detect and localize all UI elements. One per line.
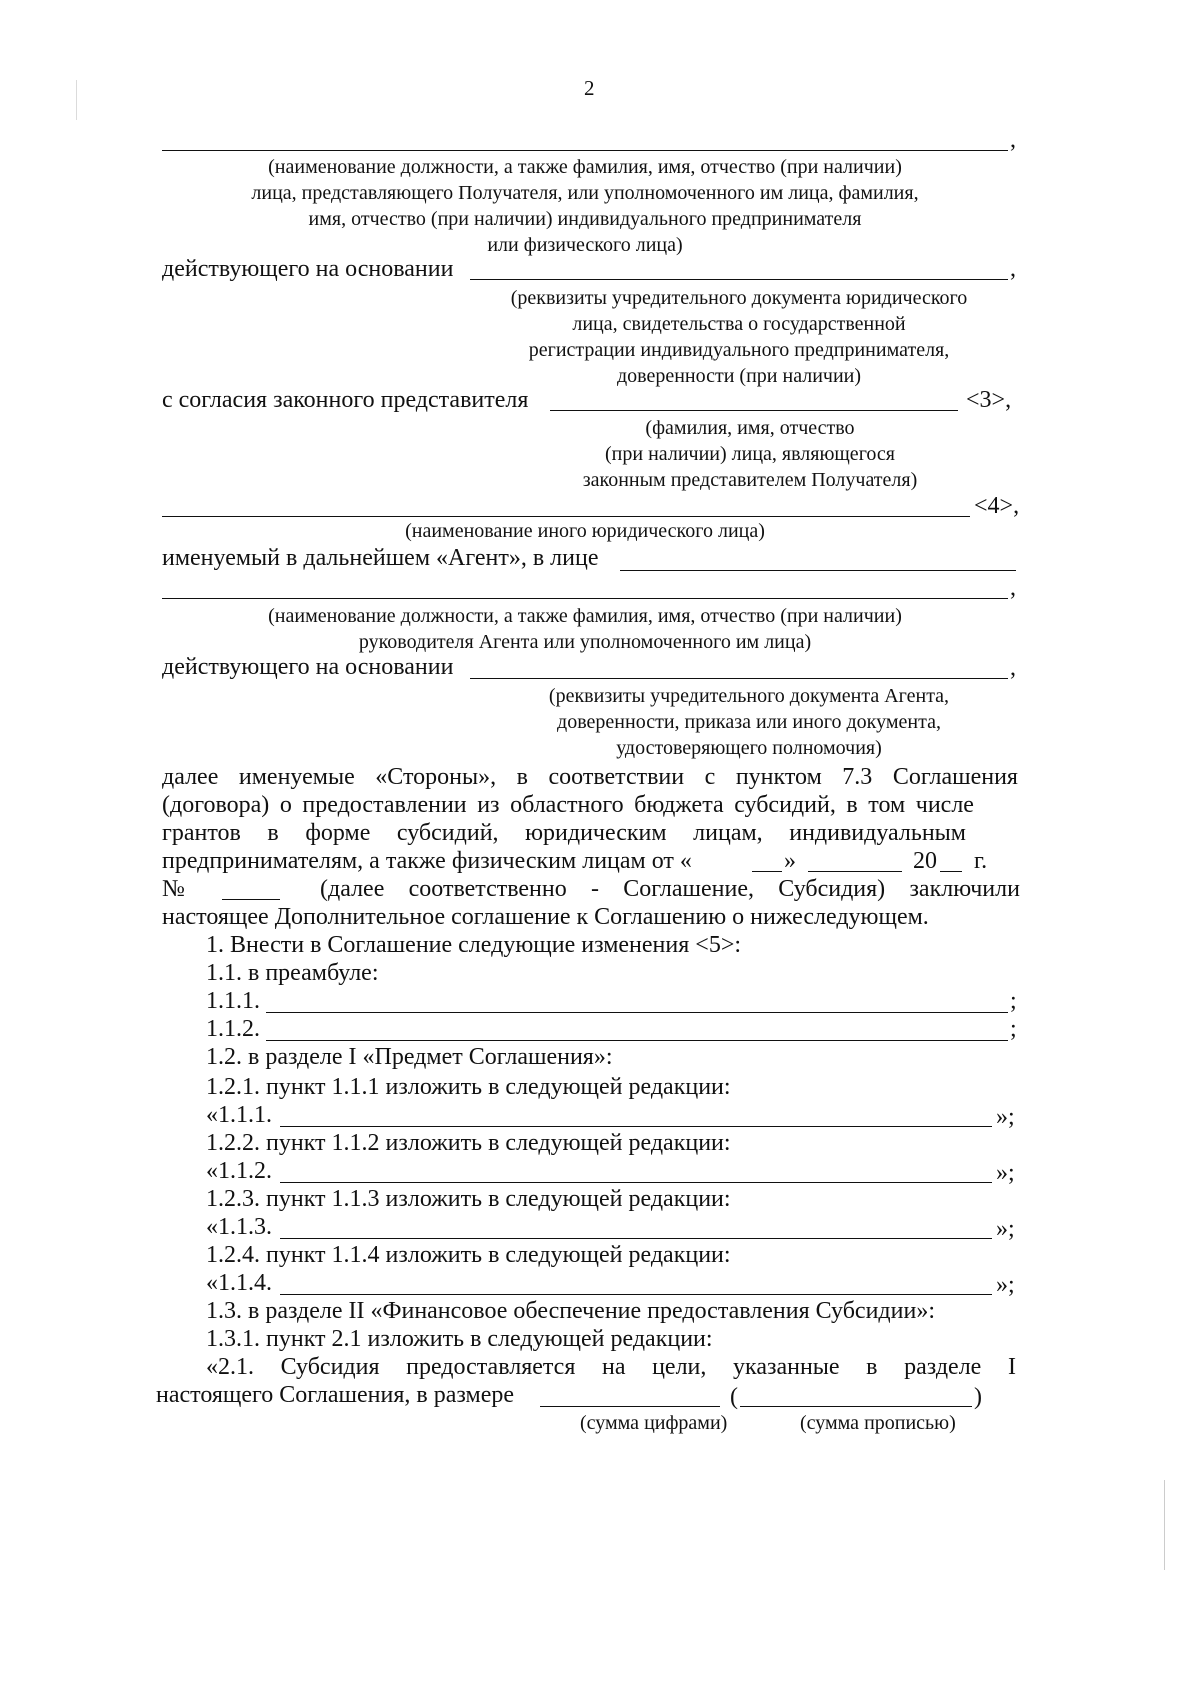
legal-rep-consent-label: с согласия законного представителя (162, 387, 529, 413)
item-1-1-1-blank (266, 1012, 1008, 1013)
paragraph-line-4c: 20 (913, 848, 937, 874)
item-1-3: 1.3. в разделе II «Финансовое обеспечение предоставления Субсидии»: (206, 1298, 935, 1324)
caption-agent-position-1: (наименование должности, а также фамилия, имя, отчество (при наличии) (268, 605, 902, 627)
semicolon-mark: ; (1010, 1016, 1017, 1042)
paragraph-2-1-line-1: «2.1. Субсидия предоставляется на цели, указанные в разделе I (206, 1354, 1016, 1380)
paragraph-line-2: (договора) о предоставлении из областного бюджета субсидий, в том числе (162, 792, 974, 818)
paragraph-line-4d: г. (974, 848, 988, 874)
semicolon-mark: ; (1010, 988, 1017, 1014)
caption-recipient-basis-2: лица, свидетельства о государственной (572, 313, 906, 335)
comma-mark: , (1010, 655, 1016, 681)
other-entity-blank (162, 516, 970, 517)
item-1-2-2: 1.2.2. пункт 1.1.2 изложить в следующей редакции: (206, 1130, 731, 1156)
scan-margin-mark (1164, 1480, 1165, 1570)
quote-1-1-1-blank (280, 1126, 992, 1127)
quote-end-mark: »; (996, 1104, 1015, 1130)
quote-1-1-4-blank (280, 1294, 992, 1295)
caption-amount-digits: (сумма цифрами) (580, 1412, 728, 1434)
date-year-blank (940, 871, 962, 872)
caption-recipient-position-1: (наименование должности, а также фамилия, имя, отчество (при наличии) (268, 156, 902, 178)
item-1-1-2: 1.1.2. (206, 1016, 260, 1042)
agent-basis-blank (470, 678, 1008, 679)
caption-recipient-basis-1: (реквизиты учредительного документа юридического (510, 287, 968, 309)
quote-1-1-2-blank (280, 1182, 992, 1183)
comma-mark: , (1010, 256, 1016, 282)
item-1-2-4: 1.2.4. пункт 1.1.4 изложить в следующей редакции: (206, 1242, 731, 1268)
item-1-1-1: 1.1.1. (206, 988, 260, 1014)
caption-amount-words: (сумма прописью) (800, 1412, 956, 1434)
amount-words-blank (740, 1406, 972, 1407)
paragraph-line-5b: (далее соответственно - Соглашение, Субсидия) заключили (320, 876, 1020, 902)
paragraph-line-4b: » (784, 848, 796, 874)
quote-1-1-3-blank (280, 1238, 992, 1239)
paragraph-2-1-line-2: настоящего Соглашения, в размере (156, 1382, 515, 1408)
agent-named-label: именуемый в дальнейшем «Агент», в лице (162, 545, 599, 571)
item-1-1-2-blank (266, 1040, 1008, 1041)
caption-other-entity: (наименование иного юридического лица) (405, 520, 765, 542)
page-number: 2 (584, 76, 595, 100)
item-1-2-1: 1.2.1. пункт 1.1.1 изложить в следующей редакции: (206, 1074, 731, 1100)
paren-close: ) (974, 1384, 982, 1410)
caption-recipient-position-2: лица, представляющего Получателя, или уполномоченного им лица, фамилия, (251, 182, 919, 204)
footnote-ref-4: <4>, (974, 493, 1020, 519)
caption-agent-basis-3: удостоверяющего полномочия) (616, 737, 882, 759)
date-month-blank (808, 871, 902, 872)
caption-legal-rep-1: (фамилия, имя, отчество (645, 417, 855, 439)
recipient-position-blank (162, 150, 1008, 151)
paragraph-line-3: грантов в форме субсидий, юридическим лицам, индивидуальным (162, 820, 966, 846)
paren-open: ( (730, 1384, 738, 1410)
date-day-blank (752, 871, 782, 872)
item-1-2-3: 1.2.3. пункт 1.1.3 изложить в следующей редакции: (206, 1186, 731, 1212)
caption-agent-basis-1: (реквизиты учредительного документа Агента, (548, 685, 950, 707)
item-1-1: 1.1. в преамбуле: (206, 960, 379, 986)
acting-basis-blank (470, 279, 1008, 280)
item-1: 1. Внести в Соглашение следующие изменения <5>: (206, 932, 742, 958)
caption-legal-rep-2: (при наличии) лица, являющегося (605, 443, 895, 465)
comma-mark: , (1010, 127, 1016, 153)
footnote-ref-3: <3>, (966, 387, 1012, 413)
paragraph-line-1: далее именуемые «Стороны», в соответствии с пунктом 7.3 Соглашения (162, 764, 1018, 790)
scan-margin-mark (76, 80, 77, 120)
paragraph-line-6: настоящее Дополнительное соглашение к Соглашению о нижеследующем. (162, 904, 929, 930)
caption-recipient-position-4: или физического лица) (487, 234, 683, 256)
quote-1-1-1: «1.1.1. (206, 1102, 272, 1128)
quote-1-1-2: «1.1.2. (206, 1158, 272, 1184)
quote-end-mark: »; (996, 1272, 1015, 1298)
comma-mark: , (1010, 575, 1016, 601)
caption-recipient-position-3: имя, отчество (при наличии) индивидуального предпринимателя (308, 208, 862, 230)
item-1-3-1: 1.3.1. пункт 2.1 изложить в следующей редакции: (206, 1326, 713, 1352)
caption-recipient-basis-4: доверенности (при наличии) (616, 365, 862, 387)
paragraph-line-5a: № (162, 876, 185, 902)
paragraph-line-4a: предпринимателям, а также физическим лицам от « (162, 848, 692, 874)
caption-agent-basis-2: доверенности, приказа или иного документа, (557, 711, 941, 733)
quote-1-1-4: «1.1.4. (206, 1270, 272, 1296)
quote-1-1-3: «1.1.3. (206, 1214, 272, 1240)
amount-digits-blank (540, 1406, 720, 1407)
caption-legal-rep-3: законным представителем Получателя) (582, 469, 918, 491)
legal-rep-blank (550, 410, 958, 411)
item-1-2: 1.2. в разделе I «Предмет Соглашения»: (206, 1044, 613, 1070)
quote-end-mark: »; (996, 1160, 1015, 1186)
acting-basis-2-label: действующего на основании (162, 654, 454, 680)
acting-basis-label: действующего на основании (162, 256, 454, 282)
quote-end-mark: »; (996, 1216, 1015, 1242)
agreement-number-blank (222, 899, 280, 900)
agent-person-blank (620, 570, 1016, 571)
caption-recipient-basis-3: регистрации индивидуального предпринимателя, (528, 339, 950, 361)
caption-agent-position-2: руководителя Агента или уполномоченного им лица) (358, 631, 812, 653)
agent-position-blank (162, 598, 1008, 599)
